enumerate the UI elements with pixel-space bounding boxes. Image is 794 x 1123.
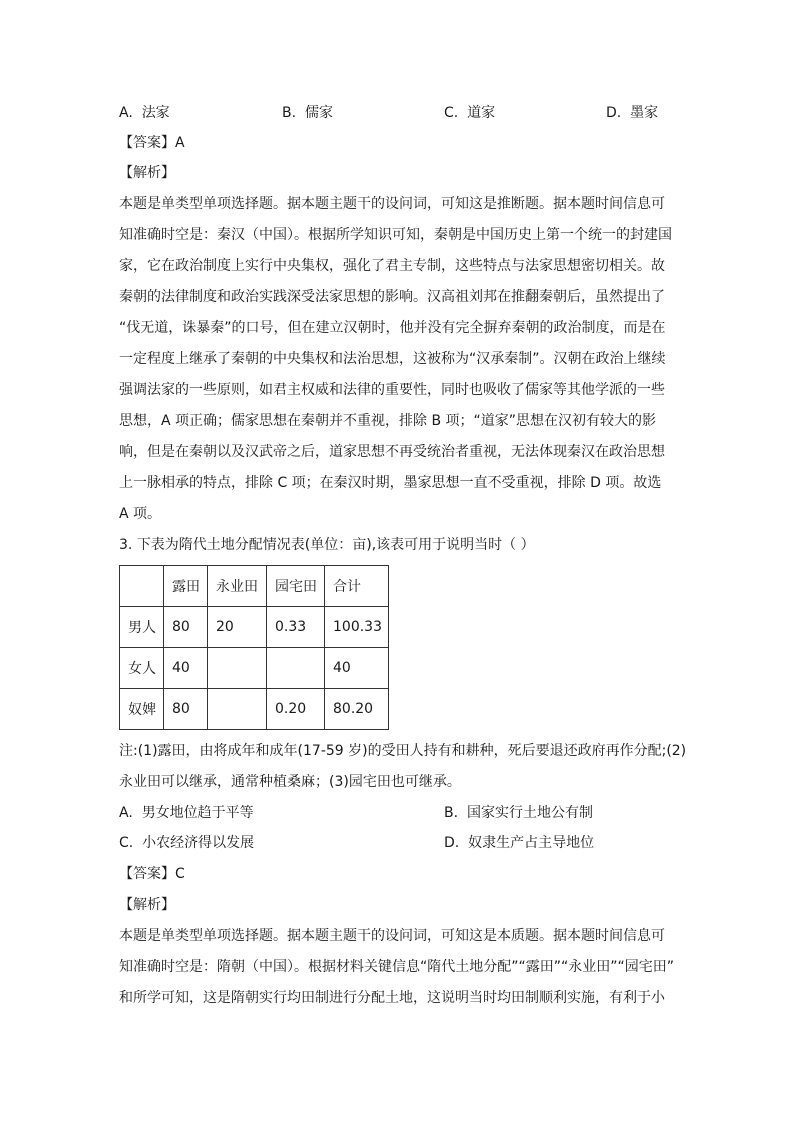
- table-cell: 80: [164, 607, 208, 648]
- table-cell: 奴婢: [120, 689, 164, 730]
- q3-analysis-label: 【解析】: [119, 897, 175, 913]
- table-header-row: [120, 566, 389, 607]
- table-cell: 40: [325, 648, 389, 689]
- table-cell: 40: [164, 648, 208, 689]
- q3-option-b[interactable]: B. 国家实行土地公有制: [444, 805, 593, 821]
- table-header-cell: 园宅田: [267, 566, 325, 607]
- table-row: [120, 607, 389, 648]
- q2-analysis-line: 秦朝的法律制度和政治实践深受法家思想的影响。汉高祖刘邦在推翻秦朝后，虽然提出了: [119, 289, 665, 305]
- land-allocation-table: [119, 565, 389, 730]
- table-cell: [267, 648, 325, 689]
- q3-note-line: 注:(1)露田，由将成年和成年(17-59 岁)的受田人持有和耕种，死后要退还政府再作分配;(2): [119, 743, 687, 759]
- q3-option-a[interactable]: A. 男女地位趋于平等: [119, 805, 254, 821]
- q3-answer: 【答案】C: [119, 866, 185, 882]
- table-header-cell: 露田: [164, 566, 208, 607]
- q2-analysis-line: 响，但是在秦朝以及汉武帝之后，道家思想不再受统治者重视，无法体现秦汉在政治思想: [119, 444, 665, 460]
- q2-analysis-line: 强调法家的一些原则，如君主权威和法律的重要性，同时也吸收了儒家等其他学派的一些: [119, 382, 665, 398]
- q2-options: [119, 102, 679, 124]
- table-cell: 0.33: [267, 607, 325, 648]
- table-cell: 80.20: [325, 689, 389, 730]
- q2-analysis-line: 家，它在政治制度上实行中央集权，强化了君主专制，这些特点与法家思想密切相关。故: [119, 258, 665, 274]
- q2-answer: 【答案】A: [119, 135, 185, 151]
- table-header-cell: [120, 566, 164, 607]
- q2-option-a[interactable]: A. 法家: [119, 105, 170, 121]
- q2-option-d[interactable]: D. 墨家: [606, 105, 659, 121]
- table-cell: 80: [164, 689, 208, 730]
- q2-analysis-line: “伐无道，诛暴秦”的口号，但在建立汉朝时，他并没有完全摒弃秦朝的政治制度，而是在: [119, 320, 666, 336]
- table-row: [120, 648, 389, 689]
- q3-options-row-2: [119, 832, 679, 854]
- table-cell: 男人: [120, 607, 164, 648]
- q3-option-c[interactable]: C. 小农经济得以发展: [119, 835, 255, 851]
- q3-option-d[interactable]: D. 奴隶生产占主导地位: [444, 835, 595, 851]
- q2-analysis-line: 思想，A 项正确；儒家思想在秦朝并不重视，排除 B 项；“道家”思想在汉初有较大的影: [119, 413, 657, 429]
- q3-note-line: 永业田可以继承，通常种植桑麻；(3)园宅田也可继承。: [119, 774, 461, 790]
- q2-analysis-line: A 项。: [119, 506, 162, 522]
- q2-analysis-line: 本题是单类型单项选择题。据本题主题干的设问词，可知这是推断题。据本题时间信息可: [119, 196, 665, 212]
- table-cell: 女人: [120, 648, 164, 689]
- table-cell: 0.20: [267, 689, 325, 730]
- q3-analysis-line: 知准确时空是：隋朝（中国）。根据材料关键信息“隋代土地分配”“露田”“永业田”“园宅田”: [119, 959, 675, 975]
- q2-analysis-line: 知准确时空是：秦汉（中国）。根据所学知识可知，秦朝是中国历史上第一个统一的封建国: [119, 227, 672, 243]
- table-cell: 20: [208, 607, 267, 648]
- table-row: [120, 689, 389, 730]
- table-header-cell: 永业田: [208, 566, 267, 607]
- q3-options-row-1: [119, 802, 679, 824]
- q2-option-c[interactable]: C. 道家: [444, 105, 496, 121]
- q3-analysis-line: 和所学可知，这是隋朝实行均田制进行分配土地，这说明当时均田制顺利实施，有利于小: [119, 990, 665, 1006]
- q2-analysis-label: 【解析】: [119, 165, 175, 181]
- q3-analysis-line: 本题是单类型单项选择题。据本题主题干的设问词，可知这是本质题。据本题时间信息可: [119, 928, 665, 944]
- table-cell: [208, 648, 267, 689]
- table-cell: 100.33: [325, 607, 389, 648]
- table-header-cell: 合计: [325, 566, 389, 607]
- q2-analysis-line: 一定程度上继承了秦朝的中央集权和法治思想，这被称为“汉承秦制”。汉朝在政治上继续: [119, 351, 666, 367]
- table-cell: [208, 689, 267, 730]
- q2-option-b[interactable]: B. 儒家: [282, 105, 333, 121]
- q2-analysis-line: 上一脉相承的特点，排除 C 项；在秦汉时期，墨家思想一直不受重视，排除 D 项。故选: [119, 475, 662, 491]
- q3-stem: 3. 下表为隋代土地分配情况表(单位：亩),该表可用于说明当时（ ）: [119, 537, 535, 553]
